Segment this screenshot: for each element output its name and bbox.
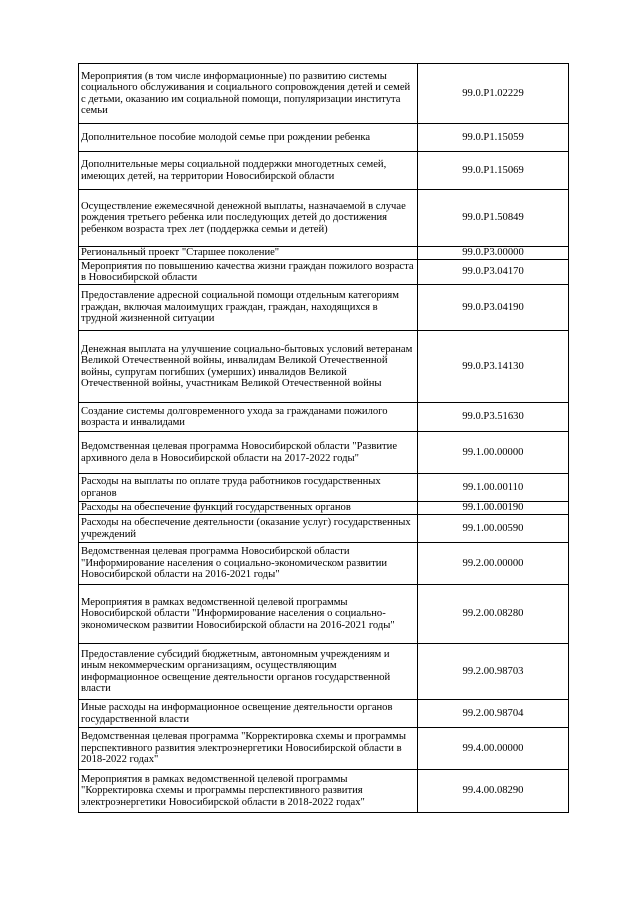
row-code-cell: 99.0.P3.14130	[418, 331, 569, 403]
row-code-cell: 99.2.00.00000	[418, 543, 569, 585]
row-name-cell: Мероприятия в рамках ведомственной целевой программы Новосибирской области "Информирование населения о социально-экономическом развитии Новосибирской области на 2016-2021 годы"	[79, 585, 418, 644]
table-row	[79, 770, 569, 813]
row-name-cell: Региональный проект "Старшее поколение"	[79, 247, 418, 260]
row-name-cell: Ведомственная целевая программа Новосибирской области "Развитие архивного дела в Новосибирской области на 2017-2022 годы"	[79, 432, 418, 474]
table-row	[79, 644, 569, 700]
row-name-cell: Мероприятия в рамках ведомственной целевой программы "Корректировка схемы и программы перспективного развития электроэнергетики Новосибирской области в 2018-2022 годах"	[79, 770, 418, 813]
table-row	[79, 515, 569, 543]
row-code-cell: 99.1.00.00000	[418, 432, 569, 474]
row-code-cell: 99.1.00.00190	[418, 502, 569, 515]
row-code-cell: 99.2.00.98703	[418, 644, 569, 700]
row-code-cell: 99.0.P1.15069	[418, 152, 569, 190]
budget-classification-table	[78, 63, 569, 813]
row-name-cell: Дополнительное пособие молодой семье при рождении ребенка	[79, 124, 418, 152]
row-code-cell: 99.0.P1.15059	[418, 124, 569, 152]
row-code-cell: 99.2.00.08280	[418, 585, 569, 644]
table-row	[79, 543, 569, 585]
table-row	[79, 474, 569, 502]
table-row	[79, 432, 569, 474]
table-row	[79, 260, 569, 285]
row-name-cell: Расходы на обеспечение деятельности (оказание услуг) государственных учреждений	[79, 515, 418, 543]
row-name-cell: Мероприятия (в том числе информационные) по развитию системы социального обслуживания и социального сопровождения детей и семей с детьми, оказанию им социальной помощи, популяризации института семьи	[79, 64, 418, 124]
table-row	[79, 403, 569, 432]
table-row	[79, 502, 569, 515]
row-name-cell: Дополнительные меры социальной поддержки многодетных семей, имеющих детей, на территории Новосибирской области	[79, 152, 418, 190]
row-name-cell: Предоставление адресной социальной помощи отдельным категориям граждан, включая малоимущих граждан, граждан, находящихся в трудной жизненной ситуации	[79, 285, 418, 331]
row-code-cell: 99.0.P3.00000	[418, 247, 569, 260]
row-code-cell: 99.0.P3.51630	[418, 403, 569, 432]
row-code-cell: 99.4.00.08290	[418, 770, 569, 813]
row-name-cell: Осуществление ежемесячной денежной выплаты, назначаемой в случае рождения третьего ребенка или последующих детей до достижения ребенком возраста трех лет (поддержка семьи и детей)	[79, 190, 418, 247]
row-name-cell: Предоставление субсидий бюджетным, автономным учреждениям и иным некоммерческим организациям, осуществляющим информационное освещение деятельности органов государственной власти	[79, 644, 418, 700]
row-name-cell: Денежная выплата на улучшение социально-бытовых условий ветеранам Великой Отечественной войны, инвалидам Великой Отечественной войны, супругам погибших (умерших) инвалидов Великой Отечественной войны, участникам Великой Отечественной войны	[79, 331, 418, 403]
table-row	[79, 247, 569, 260]
row-code-cell: 99.1.00.00110	[418, 474, 569, 502]
row-name-cell: Мероприятия по повышению качества жизни граждан пожилого возраста в Новосибирской области	[79, 260, 418, 285]
row-name-cell: Расходы на обеспечение функций государственных органов	[79, 502, 418, 515]
row-code-cell: 99.2.00.98704	[418, 700, 569, 728]
table-row	[79, 331, 569, 403]
table-row	[79, 285, 569, 331]
row-name-cell: Создание системы долговременного ухода за гражданами пожилого возраста и инвалидами	[79, 403, 418, 432]
row-code-cell: 99.0.P3.04170	[418, 260, 569, 285]
row-code-cell: 99.4.00.00000	[418, 728, 569, 770]
row-code-cell: 99.0.P1.02229	[418, 64, 569, 124]
row-name-cell: Ведомственная целевая программа "Корректировка схемы и программы перспективного развития электроэнергетики Новосибирской области в 2018-2022 годах"	[79, 728, 418, 770]
table-row	[79, 585, 569, 644]
table-row	[79, 728, 569, 770]
table-row	[79, 152, 569, 190]
row-code-cell: 99.1.00.00590	[418, 515, 569, 543]
table-body	[79, 64, 569, 813]
row-name-cell: Иные расходы на информационное освещение деятельности органов государственной власти	[79, 700, 418, 728]
budget-table-page	[78, 63, 562, 813]
table-row	[79, 64, 569, 124]
table-row	[79, 124, 569, 152]
table-row	[79, 700, 569, 728]
row-name-cell: Ведомственная целевая программа Новосибирской области "Информирование населения о социально-экономическом развитии Новосибирской области на 2016-2021 годы"	[79, 543, 418, 585]
table-row	[79, 190, 569, 247]
row-name-cell: Расходы на выплаты по оплате труда работников государственных органов	[79, 474, 418, 502]
row-code-cell: 99.0.P3.04190	[418, 285, 569, 331]
row-code-cell: 99.0.P1.50849	[418, 190, 569, 247]
